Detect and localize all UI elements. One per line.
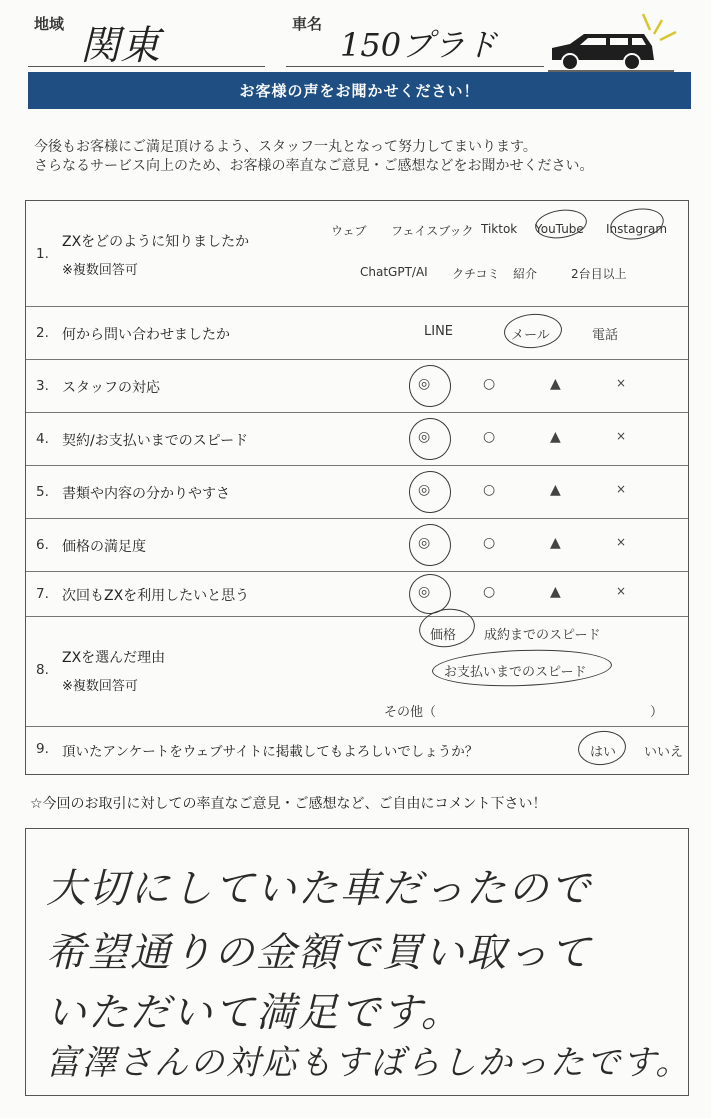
intro-line-1: 今後もお客様にご満足頂けるよう、スタッフ一丸となって努力してまいります。	[34, 139, 537, 155]
yes-circle-mark	[576, 729, 627, 768]
q8-row	[26, 616, 688, 727]
q5-excellent[interactable]: ◎	[418, 482, 431, 498]
youtube-circle-mark	[533, 207, 588, 242]
q8-number: 8.	[36, 662, 49, 678]
comment-line-1: 大切にしていた車だったので	[46, 866, 592, 912]
q5-number: 5.	[36, 484, 49, 500]
q1-opt-chatgpt[interactable]: ChatGPT/AI	[360, 265, 428, 279]
q1-text: ZXをどのように知りましたか	[62, 234, 250, 250]
q6-good[interactable]: ○	[483, 535, 496, 551]
q1-opt-instagram[interactable]: Instagram	[606, 222, 668, 236]
q6-text: 価格の満足度	[62, 539, 146, 555]
q9-yes[interactable]: はい	[590, 745, 617, 760]
q5-poor[interactable]: ×	[616, 482, 627, 496]
car-value[interactable]: 150プラド	[340, 26, 498, 64]
q3-circle-mark	[407, 363, 453, 409]
q1-opt-second-car[interactable]: 2台目以上	[571, 267, 627, 281]
q4-excellent[interactable]: ◎	[418, 429, 431, 445]
q6-row	[26, 518, 688, 572]
q6-excellent[interactable]: ◎	[418, 535, 431, 551]
q7-row	[26, 571, 688, 617]
q9-number: 9.	[36, 741, 49, 757]
q9-text: 頂いたアンケートをウェブサイトに掲載してもよろしいでしょうか？	[62, 744, 479, 760]
q3-poor[interactable]: ×	[616, 376, 627, 390]
q1-opt-kuchikomi[interactable]: クチコミ	[452, 267, 500, 281]
q7-excellent[interactable]: ◎	[418, 584, 431, 600]
q3-good[interactable]: ○	[483, 376, 496, 392]
q6-circle-mark	[407, 522, 453, 568]
q4-circle-mark	[407, 416, 453, 462]
q2-number: 2.	[36, 325, 49, 341]
q8-note: ※複数回答可	[62, 679, 138, 694]
q7-fair[interactable]: ▲	[550, 584, 561, 600]
q6-fair[interactable]: ▲	[550, 535, 561, 551]
q1-note: ※複数回答可	[62, 263, 138, 278]
q3-row	[26, 359, 688, 413]
comment-line-3: いただいて満足です。	[46, 990, 463, 1036]
q2-row	[26, 306, 688, 360]
q2-opt-phone[interactable]: 電話	[592, 328, 619, 343]
q8-other-label[interactable]: その他（	[384, 705, 437, 720]
car-icon	[548, 10, 688, 74]
car-underline	[286, 66, 544, 67]
q3-text: スタッフの対応	[62, 380, 160, 396]
comment-prompt: ☆今回のお取引に対しての率直なご意見・ご感想など、ご自由にコメント下さい！	[30, 796, 547, 812]
payment-circle-mark	[431, 647, 612, 689]
q4-text: 契約/お支払いまでのスピード	[62, 433, 249, 449]
q8-opt-payment[interactable]: お支払いまでのスピード	[444, 665, 587, 680]
survey-banner: お客様の声をお聞かせください！	[28, 72, 691, 109]
q9-no[interactable]: いいえ	[644, 745, 684, 760]
q2-text: 何から問い合わせましたか	[62, 327, 230, 343]
q1-opt-tiktok[interactable]: Tiktok	[481, 222, 518, 236]
q5-text: 書類や内容の分かりやすさ	[62, 486, 230, 502]
comment-line-4: 富澤さんの対応もすばらしかったです。	[46, 1043, 692, 1083]
car-label: 車名	[292, 15, 323, 33]
q5-fair[interactable]: ▲	[550, 482, 561, 498]
region-value[interactable]: 関東	[80, 23, 160, 69]
comment-line-2: 希望通りの金額で買い取って	[46, 930, 592, 976]
q1-opt-shokai[interactable]: 紹介	[513, 267, 538, 281]
q2-opt-line[interactable]: LINE	[424, 324, 454, 339]
q4-poor[interactable]: ×	[616, 429, 627, 443]
q1-number: 1.	[36, 246, 49, 262]
q1-opt-facebook[interactable]: フェイスブック	[391, 224, 474, 238]
q5-row	[26, 465, 688, 519]
q4-row	[26, 412, 688, 466]
instagram-circle-mark	[608, 205, 666, 244]
q6-number: 6.	[36, 537, 49, 553]
q8-opt-price[interactable]: 価格	[430, 628, 457, 643]
q5-good[interactable]: ○	[483, 482, 496, 498]
q3-fair[interactable]: ▲	[550, 376, 561, 392]
q4-good[interactable]: ○	[483, 429, 496, 445]
q5-circle-mark	[407, 469, 453, 515]
q7-number: 7.	[36, 586, 49, 602]
q4-fair[interactable]: ▲	[550, 429, 561, 445]
q6-poor[interactable]: ×	[616, 535, 627, 549]
q7-good[interactable]: ○	[483, 584, 496, 600]
q8-text: ZXを選んだ理由	[62, 650, 166, 666]
q1-opt-youtube[interactable]: YouTube	[535, 222, 584, 236]
q8-other-close: ）	[650, 705, 664, 720]
q1-opt-web[interactable]: ウェブ	[331, 224, 367, 238]
q3-excellent[interactable]: ◎	[418, 376, 431, 392]
q9-row	[26, 726, 688, 775]
survey-table	[25, 200, 689, 775]
q2-opt-mail[interactable]: メール	[511, 328, 550, 343]
q8-opt-speed[interactable]: 成約までのスピード	[484, 628, 601, 643]
mail-circle-mark	[503, 312, 563, 350]
q3-number: 3.	[36, 378, 49, 394]
intro-line-2: さらなるサービス向上のため、お客様の率直なご意見・ご感想などをお聞かせください。	[34, 158, 594, 174]
q7-poor[interactable]: ×	[616, 584, 627, 598]
q4-number: 4.	[36, 431, 49, 447]
region-label: 地域	[34, 15, 65, 33]
q7-text: 次回もZXを利用したいと思う	[62, 588, 250, 604]
comment-box[interactable]	[25, 828, 692, 1096]
region-underline	[28, 66, 265, 67]
